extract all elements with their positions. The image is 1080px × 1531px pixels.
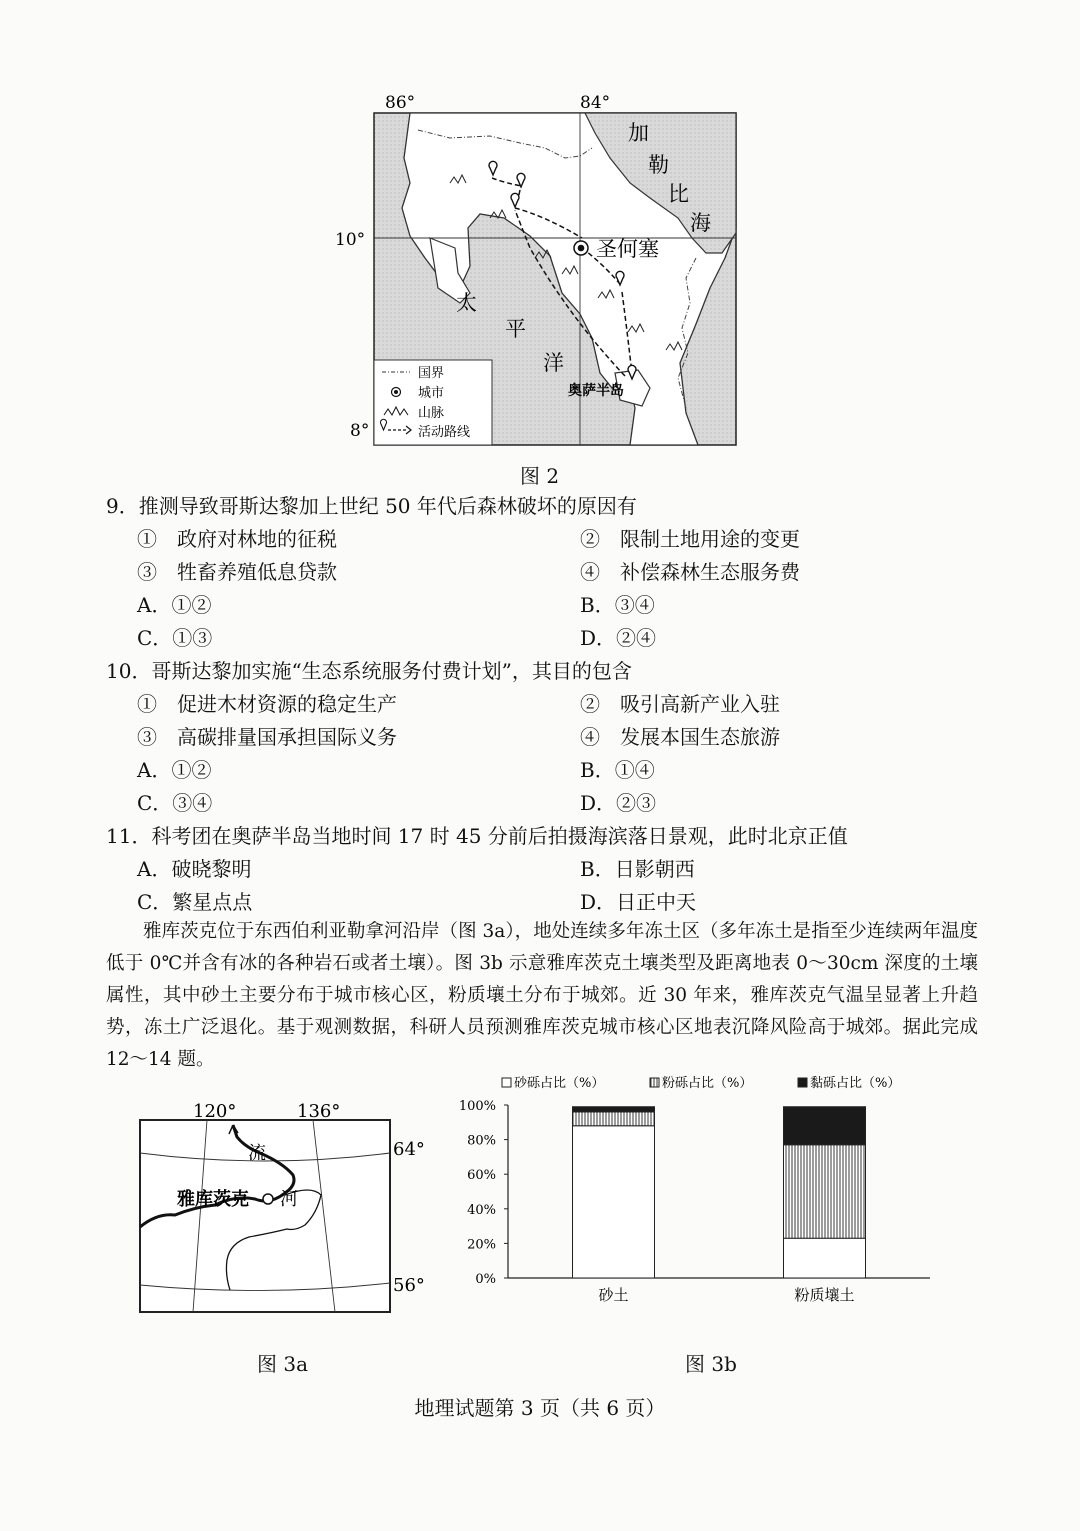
sea-label: 比: [668, 182, 689, 206]
bar-segment: [784, 1145, 866, 1238]
peninsula-label: 奥萨半岛: [568, 383, 624, 399]
q11-choice-a[interactable]: A．破晓黎明: [137, 857, 252, 881]
lat-label-8: 8°: [350, 421, 370, 441]
question-9-stem: 9．推测导致哥斯达黎加上世纪 50 年代后森林破坏的原因有: [106, 494, 637, 518]
q11-choice-b[interactable]: B．日影朝西: [580, 857, 695, 881]
q9-statement-4: ④ 补偿森林生态服务费: [580, 560, 800, 584]
figure3b-caption: 图 3b: [685, 1352, 737, 1376]
legend-route: 活动路线: [418, 425, 471, 440]
y-tick-label: 100%: [458, 1099, 496, 1114]
figure2-caption: 图 2: [520, 464, 560, 488]
legend-swatch: [650, 1078, 659, 1087]
sea-label: 海: [690, 211, 711, 235]
q9-choice-b[interactable]: B．③④: [580, 593, 655, 617]
legend-swatch: [502, 1078, 511, 1087]
ocean-label: 太: [456, 291, 477, 315]
legend-border: 国界: [418, 366, 445, 381]
q10-statement-3: ③ 高碳排量国承担国际义务: [137, 725, 397, 749]
q10-statement-2: ② 吸引高新产业入驻: [580, 692, 780, 716]
y-tick-label: 80%: [467, 1133, 496, 1149]
q9-choice-c[interactable]: C．①③: [137, 626, 213, 650]
ocean-label: 平: [505, 317, 526, 341]
figure3a-caption: 图 3a: [257, 1352, 309, 1376]
lat-label-56: 56°: [393, 1275, 425, 1296]
river-label-he: 河: [280, 1189, 298, 1210]
q11-choice-c[interactable]: C．繁星点点: [137, 890, 253, 914]
legend-label: 砂砾占比（%）: [514, 1076, 605, 1091]
page-footer: 地理试题第 3 页（共 6 页）: [414, 1396, 666, 1420]
q10-choice-c[interactable]: C．③④: [137, 791, 213, 815]
question-11-stem: 11．科考团在奥萨半岛当地时间 17 时 45 分前后拍摄海滨落日景观，此时北京正值: [106, 824, 848, 848]
figure2-map: [330, 88, 750, 448]
city-label: 圣何塞: [596, 237, 659, 261]
lon-label-120: 120°: [193, 1101, 237, 1122]
lat-label-64: 64°: [393, 1139, 425, 1160]
category-label: 砂土: [598, 1286, 629, 1304]
legend-mountain: 山脉: [418, 406, 445, 421]
figure3b-chart: [440, 1070, 960, 1320]
q10-statement-1: ① 促进木材资源的稳定生产: [137, 692, 397, 716]
question-10-stem: 10．哥斯达黎加实施“生态系统服务付费计划”，其目的包含: [106, 659, 632, 683]
lat-label-10: 10°: [335, 230, 366, 250]
river-label-liu: 流: [248, 1143, 266, 1164]
lon-label-84: 84°: [580, 93, 611, 113]
y-tick-label: 20%: [467, 1237, 496, 1253]
bar-segment: [573, 1126, 655, 1278]
q10-choice-d[interactable]: D．②③: [580, 791, 657, 815]
bar-segment: [573, 1107, 655, 1112]
q9-choice-d[interactable]: D．②④: [580, 626, 657, 650]
q10-statement-4: ④ 发展本国生态旅游: [580, 725, 780, 749]
q11-choice-d[interactable]: D．日正中天: [580, 890, 697, 914]
y-tick-label: 0%: [475, 1272, 496, 1287]
ocean-label: 洋: [543, 351, 564, 375]
q9-statement-2: ② 限制土地用途的变更: [580, 527, 800, 551]
bar-segment: [784, 1107, 866, 1145]
sea-label: 加: [628, 121, 649, 145]
lon-label-86: 86°: [385, 93, 416, 113]
category-label: 粉质壤土: [794, 1286, 855, 1304]
q10-choice-b[interactable]: B．①④: [580, 758, 655, 782]
q9-choice-a[interactable]: A．①②: [137, 593, 212, 617]
bar-segment: [784, 1238, 866, 1278]
passage-12-14: 雅库茨克位于东西伯利亚勒拿河沿岸（图 3a），地处连续多年冻土区（多年冻土是指至少连续两年温度低于 0℃并含有冰的各种岩石或者土壤）。图 3b 示意雅库茨克土壤类型及距离地表 0～30cm 深度的土壤属性，其中砂土主要分布于城市核心区，粉质壤土分布于城郊。近 30 年来，雅库茨克气温呈显著上升趋势，冻土广泛退化。基于观测数据，科研人员预测雅库茨克城市核心区地表沉降风险高于城郊。据此完成 12～14 题。: [106, 921, 978, 1070]
map-legend: [374, 360, 492, 445]
y-tick-label: 60%: [467, 1168, 496, 1184]
figure3a-map: [135, 1095, 435, 1320]
legend-city: 城市: [418, 386, 445, 401]
legend-label: 黏砾占比（%）: [810, 1076, 901, 1091]
q10-choice-a[interactable]: A．①②: [137, 758, 212, 782]
legend-swatch: [798, 1078, 807, 1087]
q9-statement-1: ① 政府对林地的征税: [137, 527, 337, 551]
lon-label-136: 136°: [297, 1101, 341, 1122]
sea-label: 勒: [648, 153, 669, 177]
legend-label: 粉砾占比（%）: [662, 1076, 753, 1091]
y-tick-label: 40%: [467, 1202, 496, 1218]
yakutsk-label: 雅库茨克: [177, 1189, 249, 1210]
bar-segment: [573, 1112, 655, 1126]
q9-statement-3: ③ 牲畜养殖低息贷款: [137, 560, 337, 584]
yakutsk-city-icon: [263, 1194, 273, 1204]
